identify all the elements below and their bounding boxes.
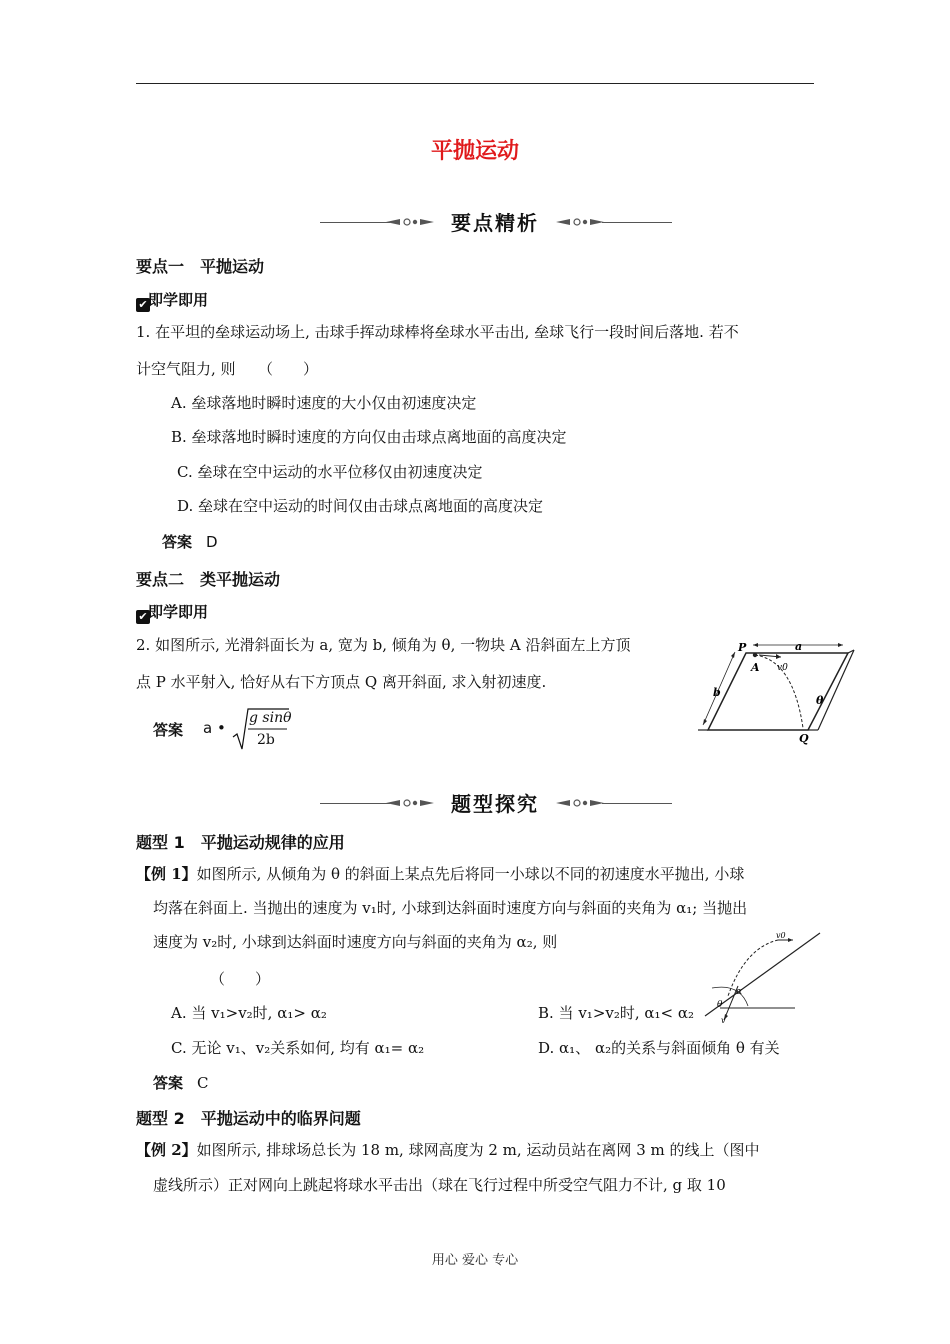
label-v0: v0 bbox=[776, 931, 786, 940]
checkmark-icon: ✔ bbox=[136, 298, 150, 312]
page-title: 平抛运动 bbox=[430, 139, 519, 164]
example2-line2: 虚线所示）正对网向上跳起将球水平击出（球在飞行过程中所受空气阻力不计, g 取 10 bbox=[153, 1176, 726, 1194]
header-rule bbox=[136, 83, 814, 84]
section-header-key-points bbox=[310, 207, 680, 237]
label-q: Q bbox=[799, 732, 809, 745]
example2-line1: 【例 2】如图所示, 排球场总长为 18 m, 球网高度为 2 m, 运动员站在离网 3 m 的线上（图中 bbox=[136, 1141, 760, 1159]
option-c: C. 垒球在空中运动的水平位移仅由初速度决定 bbox=[177, 463, 483, 481]
incline-plane-figure bbox=[693, 640, 858, 745]
type1-heading: 题型 1 平抛运动规律的应用 bbox=[136, 833, 345, 852]
point2-tag: ✔即学即用 bbox=[136, 601, 208, 624]
label-alpha: α bbox=[736, 987, 743, 997]
point1-tag: ✔即学即用 bbox=[136, 289, 208, 312]
option-b: B. 当 v₁>v₂时, α₁< α₂ bbox=[538, 1004, 695, 1022]
section-title: 题型探究 bbox=[451, 792, 539, 816]
option-d: D. 垒球在空中运动的时间仅由击球点离地面的高度决定 bbox=[177, 497, 544, 515]
checkmark-icon: ✔ bbox=[136, 610, 150, 624]
option-a: A. 当 v₁>v₂时, α₁> α₂ bbox=[171, 1004, 327, 1022]
section-title: 要点精析 bbox=[451, 211, 539, 235]
page-footer: 用心 爱心 专心 bbox=[431, 1253, 519, 1268]
label-v: v bbox=[721, 1016, 726, 1023]
point1-heading: 要点一 平抛运动 bbox=[136, 257, 265, 276]
label-p: P bbox=[738, 641, 747, 654]
type2-heading: 题型 2 平抛运动中的临界问题 bbox=[136, 1109, 361, 1128]
section-header-problem-types bbox=[310, 788, 680, 818]
ornament-icon bbox=[386, 797, 434, 809]
example1-paren: （ ） bbox=[210, 970, 271, 988]
option-b: B. 垒球落地时瞬时速度的方向仅由击球点离地面的高度决定 bbox=[171, 428, 567, 446]
ornament-icon bbox=[556, 216, 604, 228]
question1-line1: 1. 在平坦的垒球运动场上, 击球手挥动球棒将垒球水平击出, 垒球飞行一段时间后落地. 若不 bbox=[136, 323, 739, 341]
answer-example1: 答案 C bbox=[153, 1074, 209, 1092]
example1-line2: 均落在斜面上. 当抛出的速度为 v₁时, 小球到达斜面时速度方向与斜面的夹角为 α₁; 当抛出 bbox=[153, 899, 748, 917]
question2-line2: 点 P 水平射入, 恰好从右下方顶点 Q 离开斜面, 求入射初速度. bbox=[136, 673, 547, 691]
question2-line1: 2. 如图所示, 光滑斜面长为 a, 宽为 b, 倾角为 θ, 一物块 A 沿斜面左上方顶 bbox=[136, 636, 631, 654]
ornament-icon bbox=[556, 797, 604, 809]
label-theta: θ bbox=[816, 694, 824, 707]
example1-line3: 速度为 v₂时, 小球到达斜面时速度方向与斜面的夹角为 α₂, 则 bbox=[153, 933, 558, 951]
example1-line1: 【例 1】如图所示, 从倾角为 θ 的斜面上某点先后将同一小球以不同的初速度水平抛出, 小球 bbox=[136, 865, 745, 883]
label-v0: v0 bbox=[777, 663, 788, 673]
option-c: C. 无论 v₁、v₂关系如何, 均有 α₁= α₂ bbox=[171, 1039, 425, 1057]
option-a: A. 垒球落地时瞬时速度的大小仅由初速度决定 bbox=[171, 394, 477, 412]
label-theta: θ bbox=[717, 1000, 723, 1010]
point2-heading: 要点二 类平抛运动 bbox=[136, 570, 281, 589]
question1-line2: 计空气阻力, 则 （ ） bbox=[136, 360, 319, 378]
label-a-point: A bbox=[751, 661, 760, 674]
label-b: b bbox=[713, 686, 721, 699]
ornament-icon bbox=[386, 216, 434, 228]
slope-projectile-figure bbox=[700, 928, 825, 1023]
option-d: D. α₁、 α₂的关系与斜面倾角 θ 有关 bbox=[538, 1039, 780, 1057]
label-a: a bbox=[795, 640, 803, 653]
answer1: 答案 D bbox=[162, 533, 218, 551]
